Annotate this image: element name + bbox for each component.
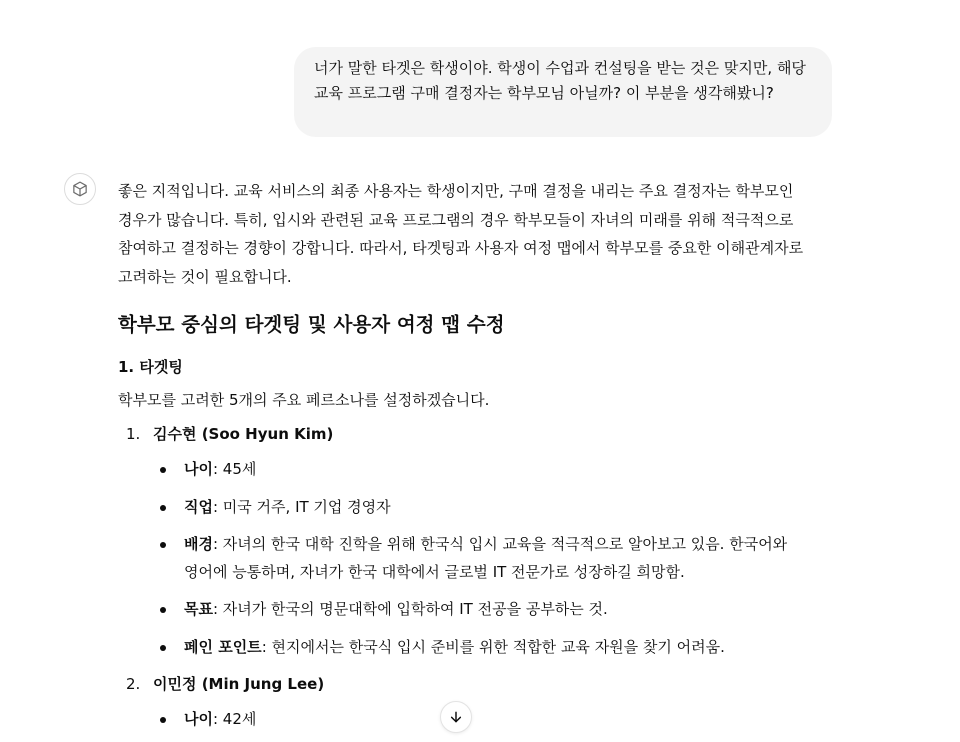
persona-detail bbox=[184, 494, 834, 522]
detail-label: 목표 bbox=[184, 600, 213, 618]
detail-label: 페인 포인트 bbox=[184, 637, 262, 656]
persona-item bbox=[118, 672, 834, 734]
persona-detail bbox=[184, 634, 834, 662]
section-intro: 학부모를 고려한 5개의 주요 페르소나를 설정하겠습니다. bbox=[118, 391, 490, 409]
detail-label: 나이 bbox=[184, 460, 213, 478]
detail-value: : 미국 거주, IT 기업 경영자 bbox=[212, 497, 391, 516]
response-heading: 학부모 중심의 타겟팅 및 사용자 여정 맵 수정 bbox=[118, 313, 505, 336]
detail-value: : 자녀의 한국 대학 진학을 위해 한국식 입시 교육을 적극적으로 알아보고 있음. 한국어와 영어에 능통하며, 자녀가 한국 대학에서 글로벌 IT 전문가로 성장하길 희망함. bbox=[184, 535, 788, 581]
user-message-bubble bbox=[294, 47, 832, 137]
detail-value: : 42세 bbox=[212, 710, 257, 728]
section-title-targeting: 1. 타겟팅 bbox=[118, 358, 183, 376]
response-intro-paragraph: 좋은 지적입니다. 교육 서비스의 최종 사용자는 학생이지만, 구매 결정을 내리는 주요 결정자는 학부모인 경우가 많습니다. 특히, 입시와 관련된 교육 프로그램의 경우 학부모들이 자녀의 미래를 위해 적극적으로 참여하고 결정하는 경향이 강합니다. 따라서, 타겟팅과 사용자 여정 맵에서 학부모를 중요한 이해관계자로 고려하는 것이 필요합니다. bbox=[118, 182, 804, 286]
openai-logo-icon bbox=[64, 173, 96, 205]
persona-details-list bbox=[118, 456, 834, 661]
persona-item bbox=[118, 422, 834, 661]
arrow-down-icon bbox=[448, 709, 464, 725]
user-message-text: 너가 말한 타겟은 학생이야. 학생이 수업과 컨설팅을 받는 것은 맞지만, 해당 교육 프로그램 구매 결정자는 학부모님 아닐까? 이 부분을 생각해봤니? bbox=[314, 59, 806, 102]
detail-label: 배경 bbox=[184, 535, 213, 553]
detail-value: : 45세 bbox=[212, 460, 257, 478]
scroll-to-bottom-button[interactable] bbox=[440, 701, 472, 733]
detail-value: : 자녀가 한국의 명문대학에 입학하여 IT 전공을 공부하는 것. bbox=[212, 600, 608, 618]
persona-detail bbox=[184, 456, 834, 484]
detail-value: : 현지에서는 한국식 입시 준비를 위한 적합한 교육 자원을 찾기 어려움. bbox=[261, 637, 725, 656]
persona-details-list bbox=[118, 706, 834, 734]
detail-label: 직업 bbox=[184, 497, 213, 516]
persona-detail bbox=[184, 706, 834, 734]
persona-number: 1. bbox=[126, 425, 141, 443]
detail-label: 나이 bbox=[184, 710, 213, 728]
persona-name: 이민정 (Min Jung Lee) bbox=[153, 675, 325, 693]
assistant-response bbox=[118, 177, 834, 734]
persona-detail bbox=[184, 531, 834, 586]
persona-detail bbox=[184, 596, 834, 624]
persona-name: 김수현 (Soo Hyun Kim) bbox=[153, 425, 334, 443]
persona-number: 2. bbox=[126, 675, 141, 693]
